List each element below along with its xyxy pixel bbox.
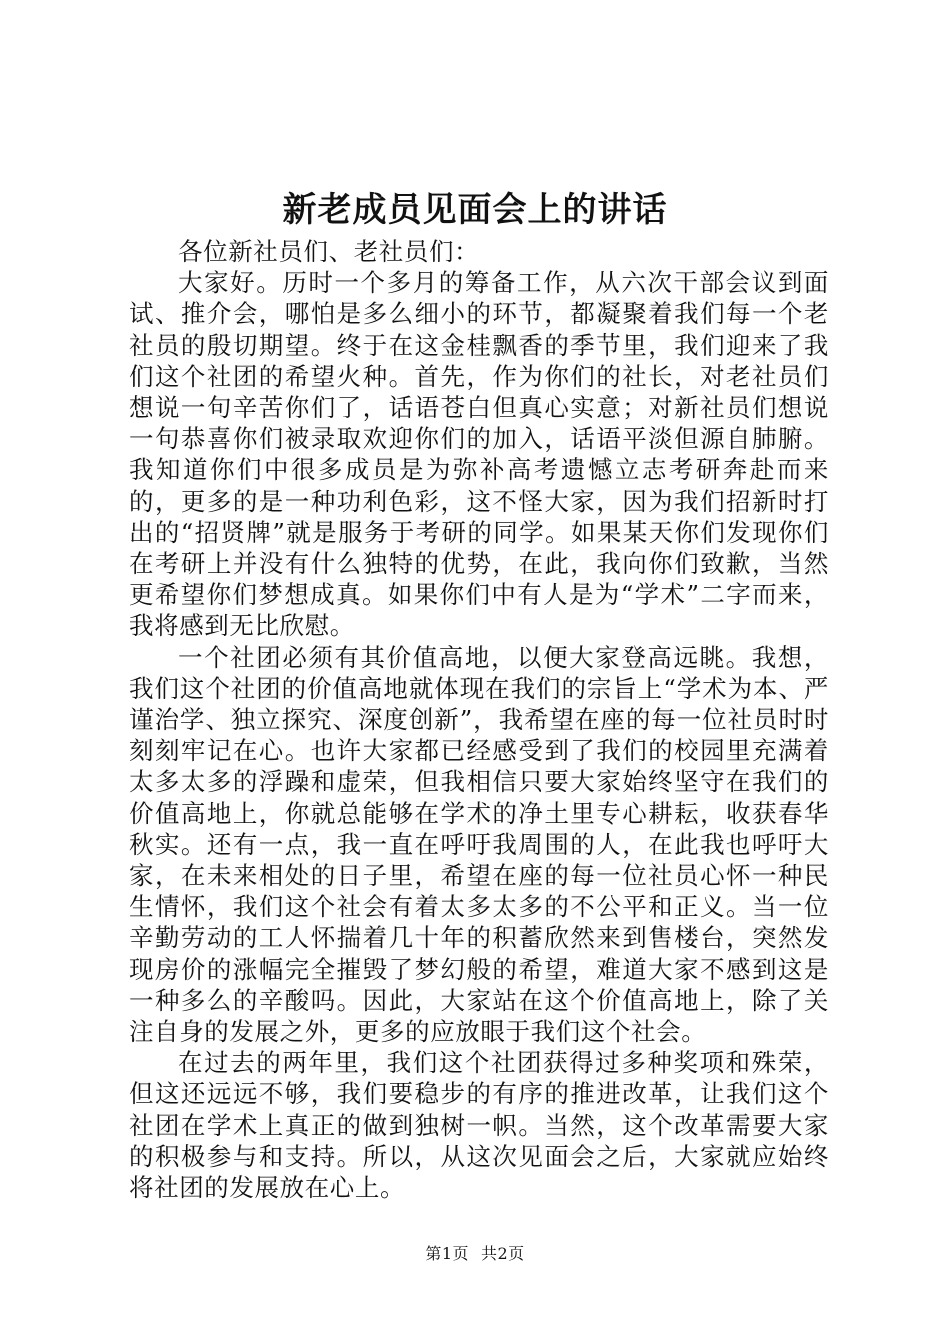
paragraph: 在过去的两年里，我们这个社团获得过多种奖项和殊荣，但这还远远不够，我们要稳步的有序的推进改革，让我们这个社团在学术上真正的做到独树一帜。当然，这个改革需要大家的积极参与和支持。所以，从这次见面会之后，大家就应始终将社团的发展放在心上。 [129, 1048, 829, 1203]
paragraph: 大家好。历时一个多月的筹备工作，从六次干部会议到面试、推介会，哪怕是多么细小的环节，都凝聚着我们每一个老社员的殷切期望。终于在这金桂飘香的季节里，我们迎来了我们这个社团的希望火种。首先，作为你们的社长，对老社员们想说一句辛苦你们了，话语苍白但真心实意；对新社员们想说一句恭喜你们被录取欢迎你们的加入，话语平淡但源自肺腑。我知道你们中很多成员是为弥补高考遗憾立志考研奔赴而来的，更多的是一种功利色彩，这不怪大家，因为我们招新时打出的“招贤牌”就是服务于考研的同学。如果某天你们发现你们在考研上并没有什么独特的优势，在此，我向你们致歉，当然更希望你们梦想成真。如果你们中有人是为“学术”二字而来，我将感到无比欣慰。 [129, 268, 829, 641]
salutation: 各位新社员们、老社员们： [178, 237, 480, 266]
document-body [129, 236, 829, 1203]
page-title: 新老成员见面会上的讲话 [282, 190, 668, 230]
page-count: 共2页 [481, 1244, 525, 1263]
paragraph: 一个社团必须有其价值高地，以便大家登高远眺。我想，我们这个社团的价值高地就体现在我们的宗旨上“学术为本、严谨治学、独立探究、深度创新”，我希望在座的每一位社员时时刻刻牢记在心。也许大家都已经感受到了我们的校园里充满着太多太多的浮躁和虚荣，但我相信只要大家始终坚守在我们的价值高地上，你就总能够在学术的净土里专心耕耘，收获春华秋实。还有一点，我一直在呼吁我周围的人，在此我也呼吁大家，在未来相处的日子里，希望在座的每一位社员心怀一种民生情怀，我们这个社会有着太多太多的不公平和正义。当一位辛勤劳动的工人怀揣着几十年的积蓄欣然来到售楼台，突然发现房价的涨幅完全摧毁了梦幻般的希望，难道大家不感到这是一种多么的辛酸吗。因此，大家站在这个价值高地上，除了关注自身的发展之外，更多的应放眼于我们这个社会。 [129, 642, 829, 1047]
page-footer [0, 1243, 950, 1265]
page-number: 第1页 [425, 1244, 469, 1263]
